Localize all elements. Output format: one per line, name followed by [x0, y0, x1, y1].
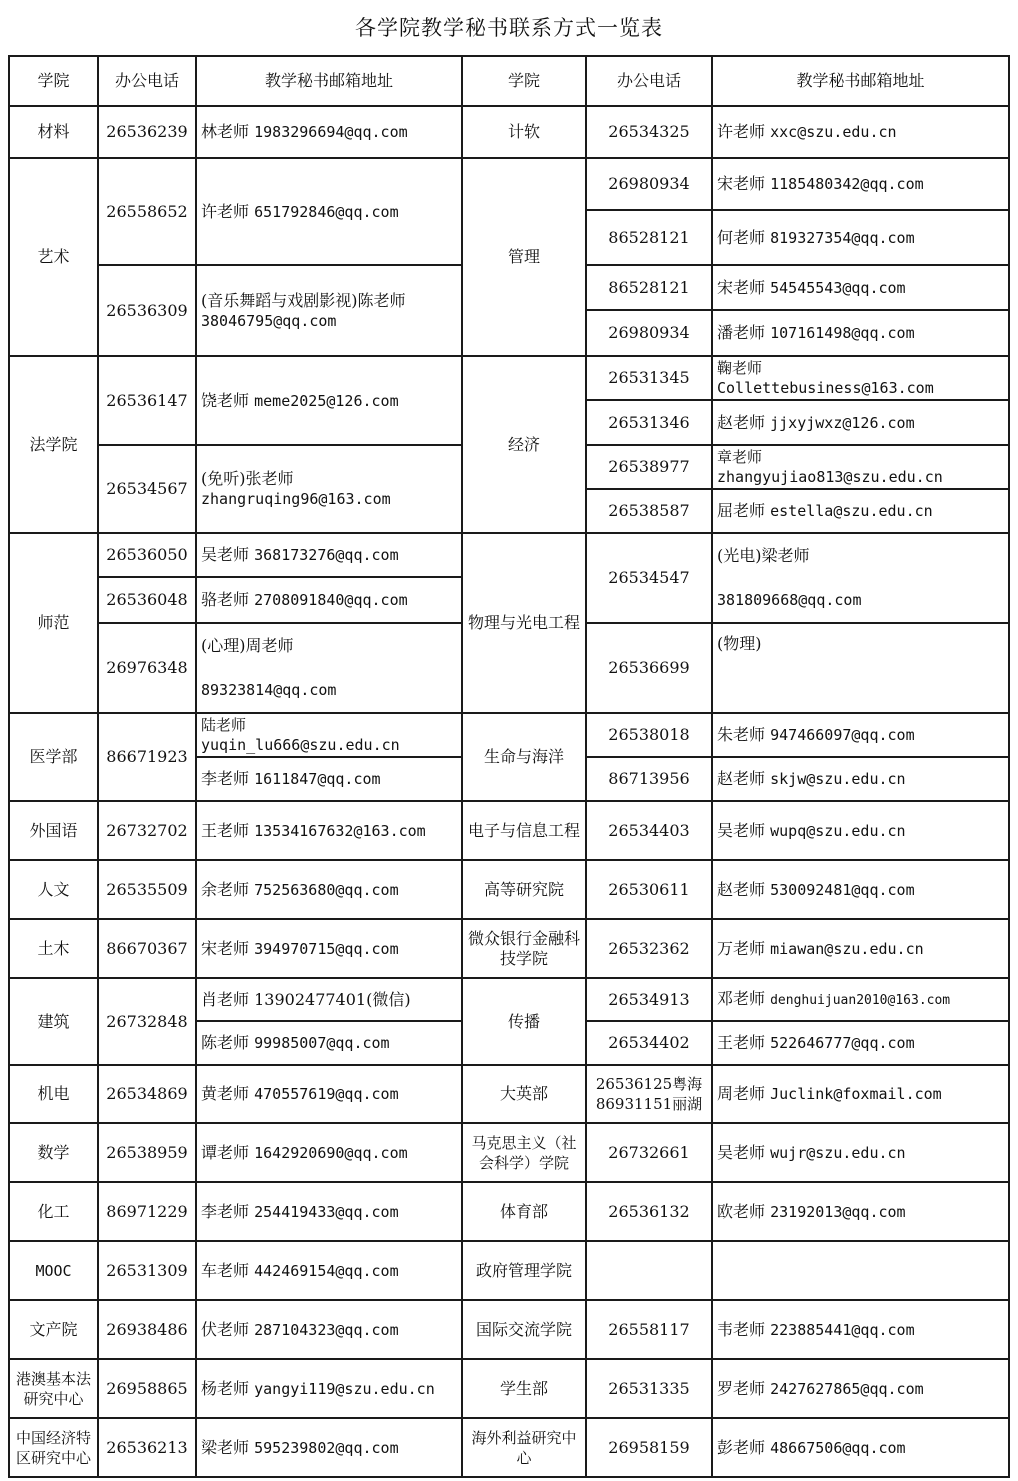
email-address: zhangyujiao813@szu.edu.cn	[717, 468, 943, 486]
email-address: 2427627865@qq.com	[770, 1379, 924, 1398]
secretary-email	[712, 623, 1009, 713]
email-address: wujr@szu.edu.cn	[770, 1143, 906, 1162]
office-phone: 26536147	[98, 356, 196, 445]
contact-table	[8, 55, 1010, 1478]
office-phone: 86670367	[98, 919, 196, 978]
secretary-email	[196, 1065, 462, 1123]
office-phone: 26536048	[98, 577, 196, 623]
email-address: 442469154@qq.com	[254, 1261, 399, 1280]
email-address: 595239802@qq.com	[254, 1438, 399, 1457]
secretary-email	[196, 445, 462, 533]
teacher-name: 谭老师	[201, 1142, 250, 1162]
teacher-name: 吴老师	[201, 545, 250, 565]
secretary-email	[196, 1123, 462, 1182]
secretary-email	[712, 533, 1009, 623]
email-address: meme2025@126.com	[254, 391, 399, 410]
teacher-name: (物理)	[717, 634, 762, 653]
email-address: 2708091840@qq.com	[254, 591, 408, 610]
table-row	[9, 356, 1009, 400]
office-phone: 86671923	[98, 713, 196, 801]
secretary-email	[196, 623, 462, 713]
office-phone: 26938486	[98, 1300, 196, 1359]
secretary-email	[712, 757, 1009, 801]
email-address: Collettebusiness@163.com	[717, 379, 934, 397]
office-phone: 26538587	[586, 489, 712, 533]
secretary-email	[196, 801, 462, 860]
office-phone: 26536699	[586, 623, 712, 713]
teacher-name: 何老师	[717, 227, 766, 247]
college-name: 管理	[462, 158, 586, 356]
office-phone	[586, 1065, 712, 1123]
college-name: 土木	[9, 919, 98, 978]
table-row	[9, 158, 1009, 210]
email-address: denghuijuan2010@163.com	[770, 992, 951, 1008]
teacher-name: 饶老师	[201, 390, 250, 410]
office-phone: 26732702	[98, 801, 196, 860]
secretary-email	[712, 400, 1009, 445]
office-phone: 26534567	[98, 445, 196, 533]
college-name: 大英部	[462, 1065, 586, 1123]
table-header	[9, 56, 1009, 106]
office-phone: 86528121	[586, 265, 712, 310]
teacher-name: 罗老师	[717, 1378, 766, 1398]
email-address: 48667506@qq.com	[770, 1438, 906, 1457]
college-name: 政府管理学院	[462, 1241, 586, 1300]
college-name: 马克思主义（社会科学）学院	[462, 1123, 586, 1182]
college-name: 外国语	[9, 801, 98, 860]
office-phone: 26732661	[586, 1123, 712, 1182]
office-phone: 26558652	[98, 158, 196, 265]
secretary-email	[712, 106, 1009, 158]
college-name: 生命与海洋	[462, 713, 586, 801]
teacher-name: 林老师	[201, 122, 250, 141]
secretary-email	[196, 1182, 462, 1241]
secretary-email	[196, 158, 462, 265]
college-name: 高等研究院	[462, 860, 586, 919]
teacher-name: 章老师	[717, 448, 763, 466]
email-address: wupq@szu.edu.cn	[770, 821, 906, 840]
college-name: 机电	[9, 1065, 98, 1123]
office-phone: 26531335	[586, 1359, 712, 1418]
teacher-name: 车老师	[201, 1260, 250, 1280]
email-address: 1611847@qq.com	[254, 770, 381, 788]
teacher-name: 彭老师	[717, 1437, 766, 1457]
secretary-email	[196, 577, 462, 623]
secretary-email	[196, 713, 462, 757]
secretary-email	[712, 158, 1009, 210]
teacher-name: 吴老师	[717, 1142, 766, 1162]
email-address: 38046795@qq.com	[201, 311, 337, 330]
teacher-name: 潘老师	[717, 323, 766, 342]
email-address: xxc@szu.edu.cn	[770, 123, 897, 141]
email-address: 287104323@qq.com	[254, 1320, 399, 1339]
office-phone: 26531345	[586, 356, 712, 400]
secretary-email	[712, 1182, 1009, 1241]
header-college-2: 学院	[462, 56, 586, 106]
secretary-email	[712, 860, 1009, 919]
office-phone: 26534325	[586, 106, 712, 158]
office-phone: 26534403	[586, 801, 712, 860]
table-row	[9, 1418, 1009, 1477]
secretary-email	[712, 919, 1009, 978]
table-row	[9, 919, 1009, 978]
office-phone: 26732848	[98, 978, 196, 1065]
office-phone: 26534913	[586, 978, 712, 1021]
secretary-email	[196, 860, 462, 919]
teacher-name: 赵老师	[717, 412, 766, 432]
teacher-name: 梁老师	[201, 1437, 250, 1457]
secretary-email	[712, 978, 1009, 1021]
college-name: 学生部	[462, 1359, 586, 1418]
teacher-name: (音乐舞蹈与戏剧影视)陈老师	[201, 290, 406, 310]
secretary-email	[712, 445, 1009, 489]
email-address: 223885441@qq.com	[770, 1320, 915, 1339]
office-phone	[586, 1241, 712, 1300]
secretary-email	[712, 1418, 1009, 1477]
college-name: 经济	[462, 356, 586, 533]
college-name: 国际交流学院	[462, 1300, 586, 1359]
secretary-email	[196, 265, 462, 356]
college-name: 建筑	[9, 978, 98, 1065]
email-address: jjxyjwxz@126.com	[770, 413, 915, 432]
office-phone: 26536309	[98, 265, 196, 356]
teacher-name: 吴老师	[717, 820, 766, 840]
teacher-name: 周老师	[717, 1084, 766, 1103]
page-title: 各学院教学秘书联系方式一览表	[355, 16, 663, 40]
table-row	[9, 1359, 1009, 1418]
secretary-email	[712, 1359, 1009, 1418]
college-name: 艺术	[9, 158, 98, 356]
secretary-email	[196, 1359, 462, 1418]
office-phone: 26536239	[98, 106, 196, 158]
teacher-name: 黄老师	[201, 1084, 250, 1103]
email-address: 23192013@qq.com	[770, 1202, 906, 1221]
college-name: 中国经济特区研究中心	[9, 1418, 98, 1477]
phone-lihu: 86931151丽湖	[595, 1095, 703, 1113]
table-row	[9, 106, 1009, 158]
office-phone: 26976348	[98, 623, 196, 713]
college-name: 传播	[462, 978, 586, 1065]
secretary-email	[196, 533, 462, 577]
email-address: 89323814@qq.com	[201, 681, 337, 699]
college-name: 人文	[9, 860, 98, 919]
teacher-name: (免听)张老师	[201, 469, 294, 488]
teacher-name: 宋老师	[717, 174, 766, 193]
secretary-email	[196, 919, 462, 978]
email-address: 99985007@qq.com	[254, 1034, 390, 1052]
email-address: 819327354@qq.com	[770, 228, 915, 247]
email-address: 1642920690@qq.com	[254, 1143, 408, 1162]
office-phone: 26980934	[586, 310, 712, 356]
college-name: MOOC	[9, 1241, 98, 1300]
email-address: 651792846@qq.com	[254, 202, 399, 221]
teacher-name: (光电)梁老师	[717, 546, 810, 565]
teacher-name: 骆老师	[201, 590, 250, 610]
office-phone: 26538977	[586, 445, 712, 489]
teacher-name: 赵老师	[717, 769, 766, 788]
table-row	[9, 1065, 1009, 1123]
office-phone: 26536132	[586, 1182, 712, 1241]
table-row	[9, 713, 1009, 757]
teacher-name: 韦老师	[717, 1319, 766, 1339]
secretary-email	[712, 1300, 1009, 1359]
teacher-name: 欧老师	[717, 1201, 766, 1221]
email-address: 107161498@qq.com	[770, 324, 915, 342]
secretary-email	[196, 106, 462, 158]
secretary-email	[196, 1241, 462, 1300]
secretary-email	[196, 1300, 462, 1359]
office-phone: 86713956	[586, 757, 712, 801]
office-phone: 26531346	[586, 400, 712, 445]
teacher-name: 万老师	[717, 938, 766, 958]
teacher-name: 朱老师	[717, 725, 766, 744]
teacher-name: 肖老师	[201, 989, 250, 1009]
secretary-email	[712, 310, 1009, 356]
office-phone: 26532362	[586, 919, 712, 978]
office-phone: 26980934	[586, 158, 712, 210]
email-address: miawan@szu.edu.cn	[770, 939, 924, 958]
table-row	[9, 860, 1009, 919]
phone-yuehai: 26536125粤海	[595, 1075, 703, 1093]
teacher-name: 屈老师	[717, 501, 766, 520]
teacher-name: 赵老师	[717, 879, 766, 899]
secretary-email	[712, 1065, 1009, 1123]
office-phone: 26538959	[98, 1123, 196, 1182]
header-phone-2: 办公电话	[586, 56, 712, 106]
email-address: yangyi119@szu.edu.cn	[254, 1379, 435, 1398]
email-address: yuqin_lu666@szu.edu.cn	[201, 736, 400, 754]
secretary-email	[712, 265, 1009, 310]
college-name: 港澳基本法研究中心	[9, 1359, 98, 1418]
email-address: 13534167632@163.com	[254, 821, 426, 840]
teacher-name: 宋老师	[717, 277, 766, 297]
secretary-email	[712, 801, 1009, 860]
teacher-name: 邓老师	[717, 988, 766, 1008]
header-college: 学院	[9, 56, 98, 106]
college-name: 海外利益研究中心	[462, 1418, 586, 1477]
office-phone: 26534402	[586, 1021, 712, 1065]
office-phone: 86528121	[586, 210, 712, 265]
email-address: 522646777@qq.com	[770, 1034, 915, 1052]
secretary-email	[196, 1418, 462, 1477]
table-row	[9, 1241, 1009, 1300]
secretary-email	[712, 1241, 1009, 1300]
email-address: 1185480342@qq.com	[770, 175, 924, 193]
secretary-email	[196, 1021, 462, 1065]
office-phone: 26534869	[98, 1065, 196, 1123]
email-address: 530092481@qq.com	[770, 880, 915, 899]
email-address: 394970715@qq.com	[254, 939, 399, 958]
secretary-email	[712, 356, 1009, 400]
college-name: 材料	[9, 106, 98, 158]
teacher-name: 余老师	[201, 879, 250, 899]
teacher-name: 杨老师	[201, 1378, 250, 1398]
email-address: skjw@szu.edu.cn	[770, 770, 906, 788]
secretary-email	[196, 356, 462, 445]
secretary-email	[712, 489, 1009, 533]
teacher-name: 宋老师	[201, 938, 250, 958]
college-name: 师范	[9, 533, 98, 713]
teacher-name: 许老师	[717, 122, 766, 141]
table-row	[9, 533, 1009, 577]
secretary-email	[712, 1021, 1009, 1065]
college-name: 文产院	[9, 1300, 98, 1359]
teacher-name: 鞠老师	[717, 359, 763, 377]
office-phone: 26531309	[98, 1241, 196, 1300]
email-address: zhangruqing96@163.com	[201, 490, 391, 508]
email-address: estella@szu.edu.cn	[770, 502, 933, 520]
header-email: 教学秘书邮箱地址	[196, 56, 462, 106]
table-row	[9, 1300, 1009, 1359]
college-name: 电子与信息工程	[462, 801, 586, 860]
office-phone: 26530611	[586, 860, 712, 919]
college-name: 微众银行金融科技学院	[462, 919, 586, 978]
email-address: 752563680@qq.com	[254, 880, 399, 899]
office-phone: 26536050	[98, 533, 196, 577]
email-address: 381809668@qq.com	[717, 591, 862, 609]
teacher-name: 王老师	[717, 1033, 766, 1052]
teacher-name: 王老师	[201, 820, 250, 840]
email-address: 254419433@qq.com	[254, 1202, 399, 1221]
office-phone: 26536213	[98, 1418, 196, 1477]
email-address: 54545543@qq.com	[770, 278, 906, 297]
college-name: 化工	[9, 1182, 98, 1241]
teacher-name: 李老师	[201, 1201, 250, 1221]
college-name: 体育部	[462, 1182, 586, 1241]
teacher-name: 伏老师	[201, 1319, 250, 1339]
college-name: 物理与光电工程	[462, 533, 586, 713]
office-phone: 26558117	[586, 1300, 712, 1359]
teacher-name: 李老师	[201, 769, 250, 788]
header-email-2: 教学秘书邮箱地址	[712, 56, 1009, 106]
secretary-email	[712, 210, 1009, 265]
office-phone: 26534547	[586, 533, 712, 623]
table-row	[9, 801, 1009, 860]
college-name: 数学	[9, 1123, 98, 1182]
office-phone: 26958159	[586, 1418, 712, 1477]
teacher-name: (心理)周老师	[201, 636, 294, 655]
secretary-email	[196, 757, 462, 801]
college-name: 医学部	[9, 713, 98, 801]
secretary-email	[712, 1123, 1009, 1182]
email-address: 13902477401(微信)	[254, 989, 411, 1009]
email-address: 368173276@qq.com	[254, 546, 399, 565]
email-address: Juclink@foxmail.com	[770, 1085, 942, 1103]
teacher-name: 陈老师	[201, 1033, 250, 1052]
teacher-name: 许老师	[201, 201, 250, 221]
office-phone: 26958865	[98, 1359, 196, 1418]
college-name: 法学院	[9, 356, 98, 533]
teacher-name: 陆老师	[201, 716, 247, 734]
secretary-email	[712, 713, 1009, 757]
table-row	[9, 978, 1009, 1021]
table-row	[9, 1182, 1009, 1241]
secretary-email	[196, 978, 462, 1021]
email-address: 470557619@qq.com	[254, 1085, 399, 1103]
table-row	[9, 1123, 1009, 1182]
office-phone: 26535509	[98, 860, 196, 919]
header-phone: 办公电话	[98, 56, 196, 106]
email-address: 1983296694@qq.com	[254, 123, 408, 141]
email-address: 947466097@qq.com	[770, 726, 915, 744]
office-phone: 86971229	[98, 1182, 196, 1241]
office-phone: 26538018	[586, 713, 712, 757]
college-name: 计软	[462, 106, 586, 158]
